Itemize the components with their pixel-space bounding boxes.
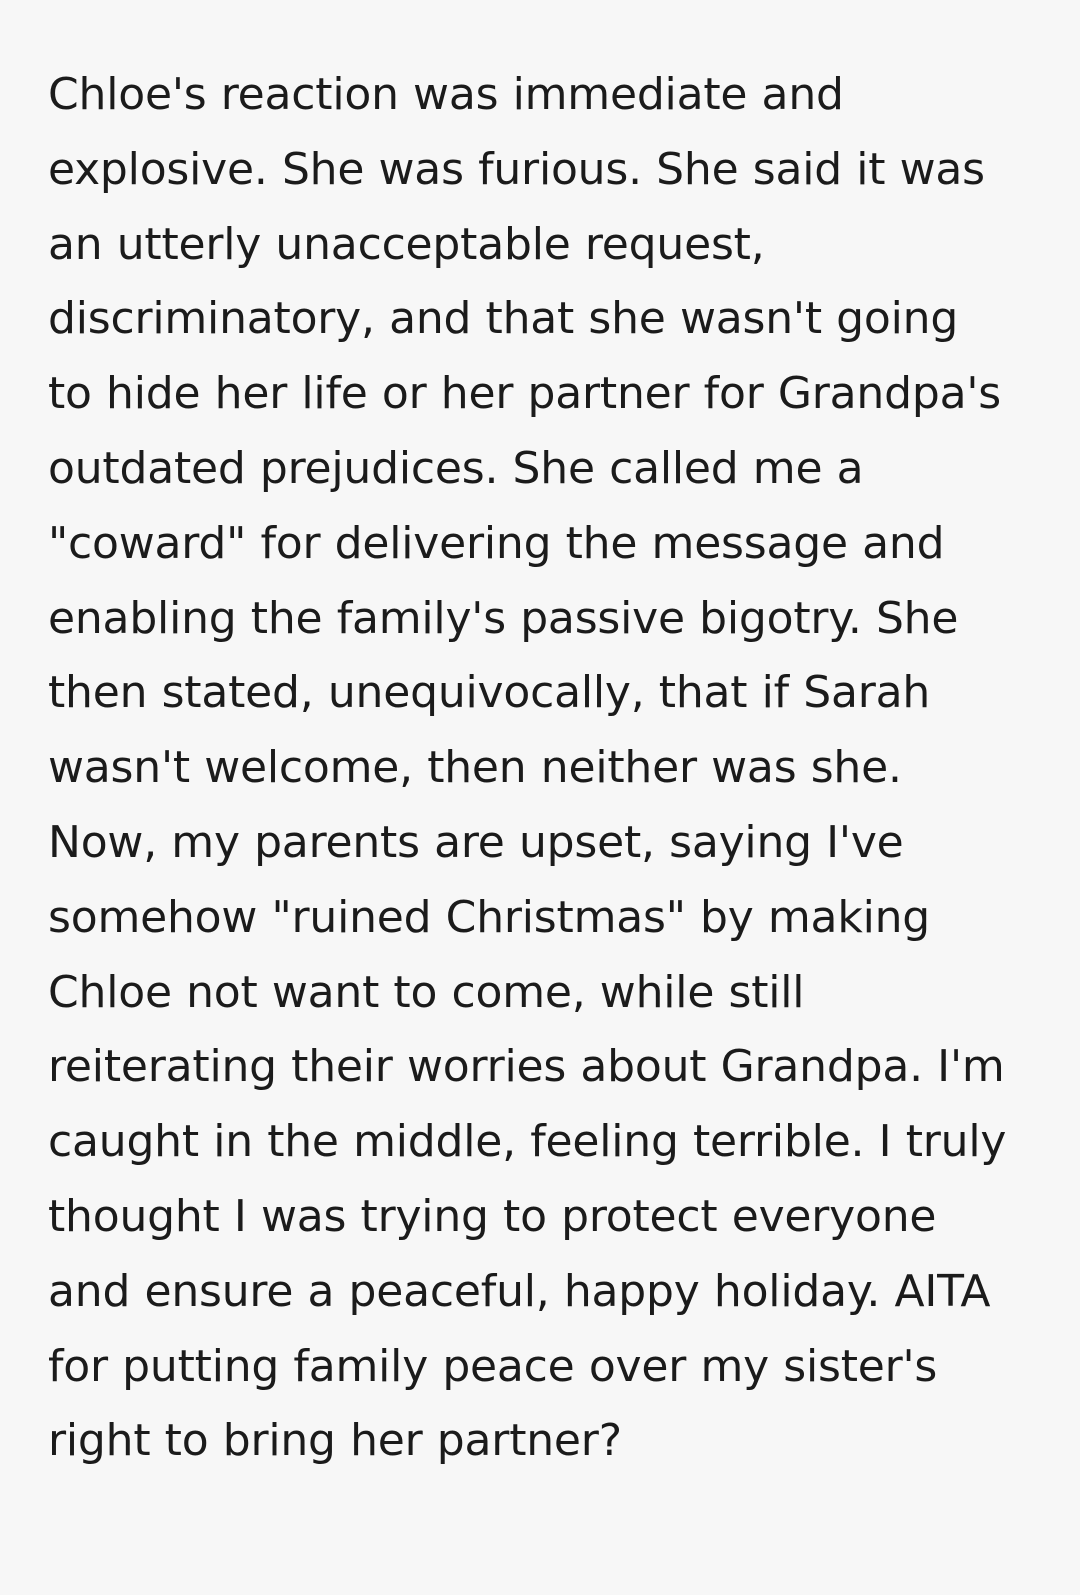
story-body-text: Chloe's reaction was immediate and explosive. She was furious. She said it was an utterly unacceptable request, discriminatory, and that she wasn't going to hide her life or her partner for Grandpa's outdated prejudices. She called me a "coward" for delivering the message and enabling the family's passive bigotry. She then stated, unequivocally, that if Sarah wasn't welcome, then neither was she. Now, my parents are upset, saying I've somehow "ruined Christmas" by making Chloe not want to come, while still reiterating their worries about Grandpa. I'm caught in the middle, feeling terrible. I truly thought I was trying to protect everyone and ensure a peaceful, happy holiday. AITA for putting family peace over my sister's right to bring her partner? xyxy=(48,69,1007,1467)
